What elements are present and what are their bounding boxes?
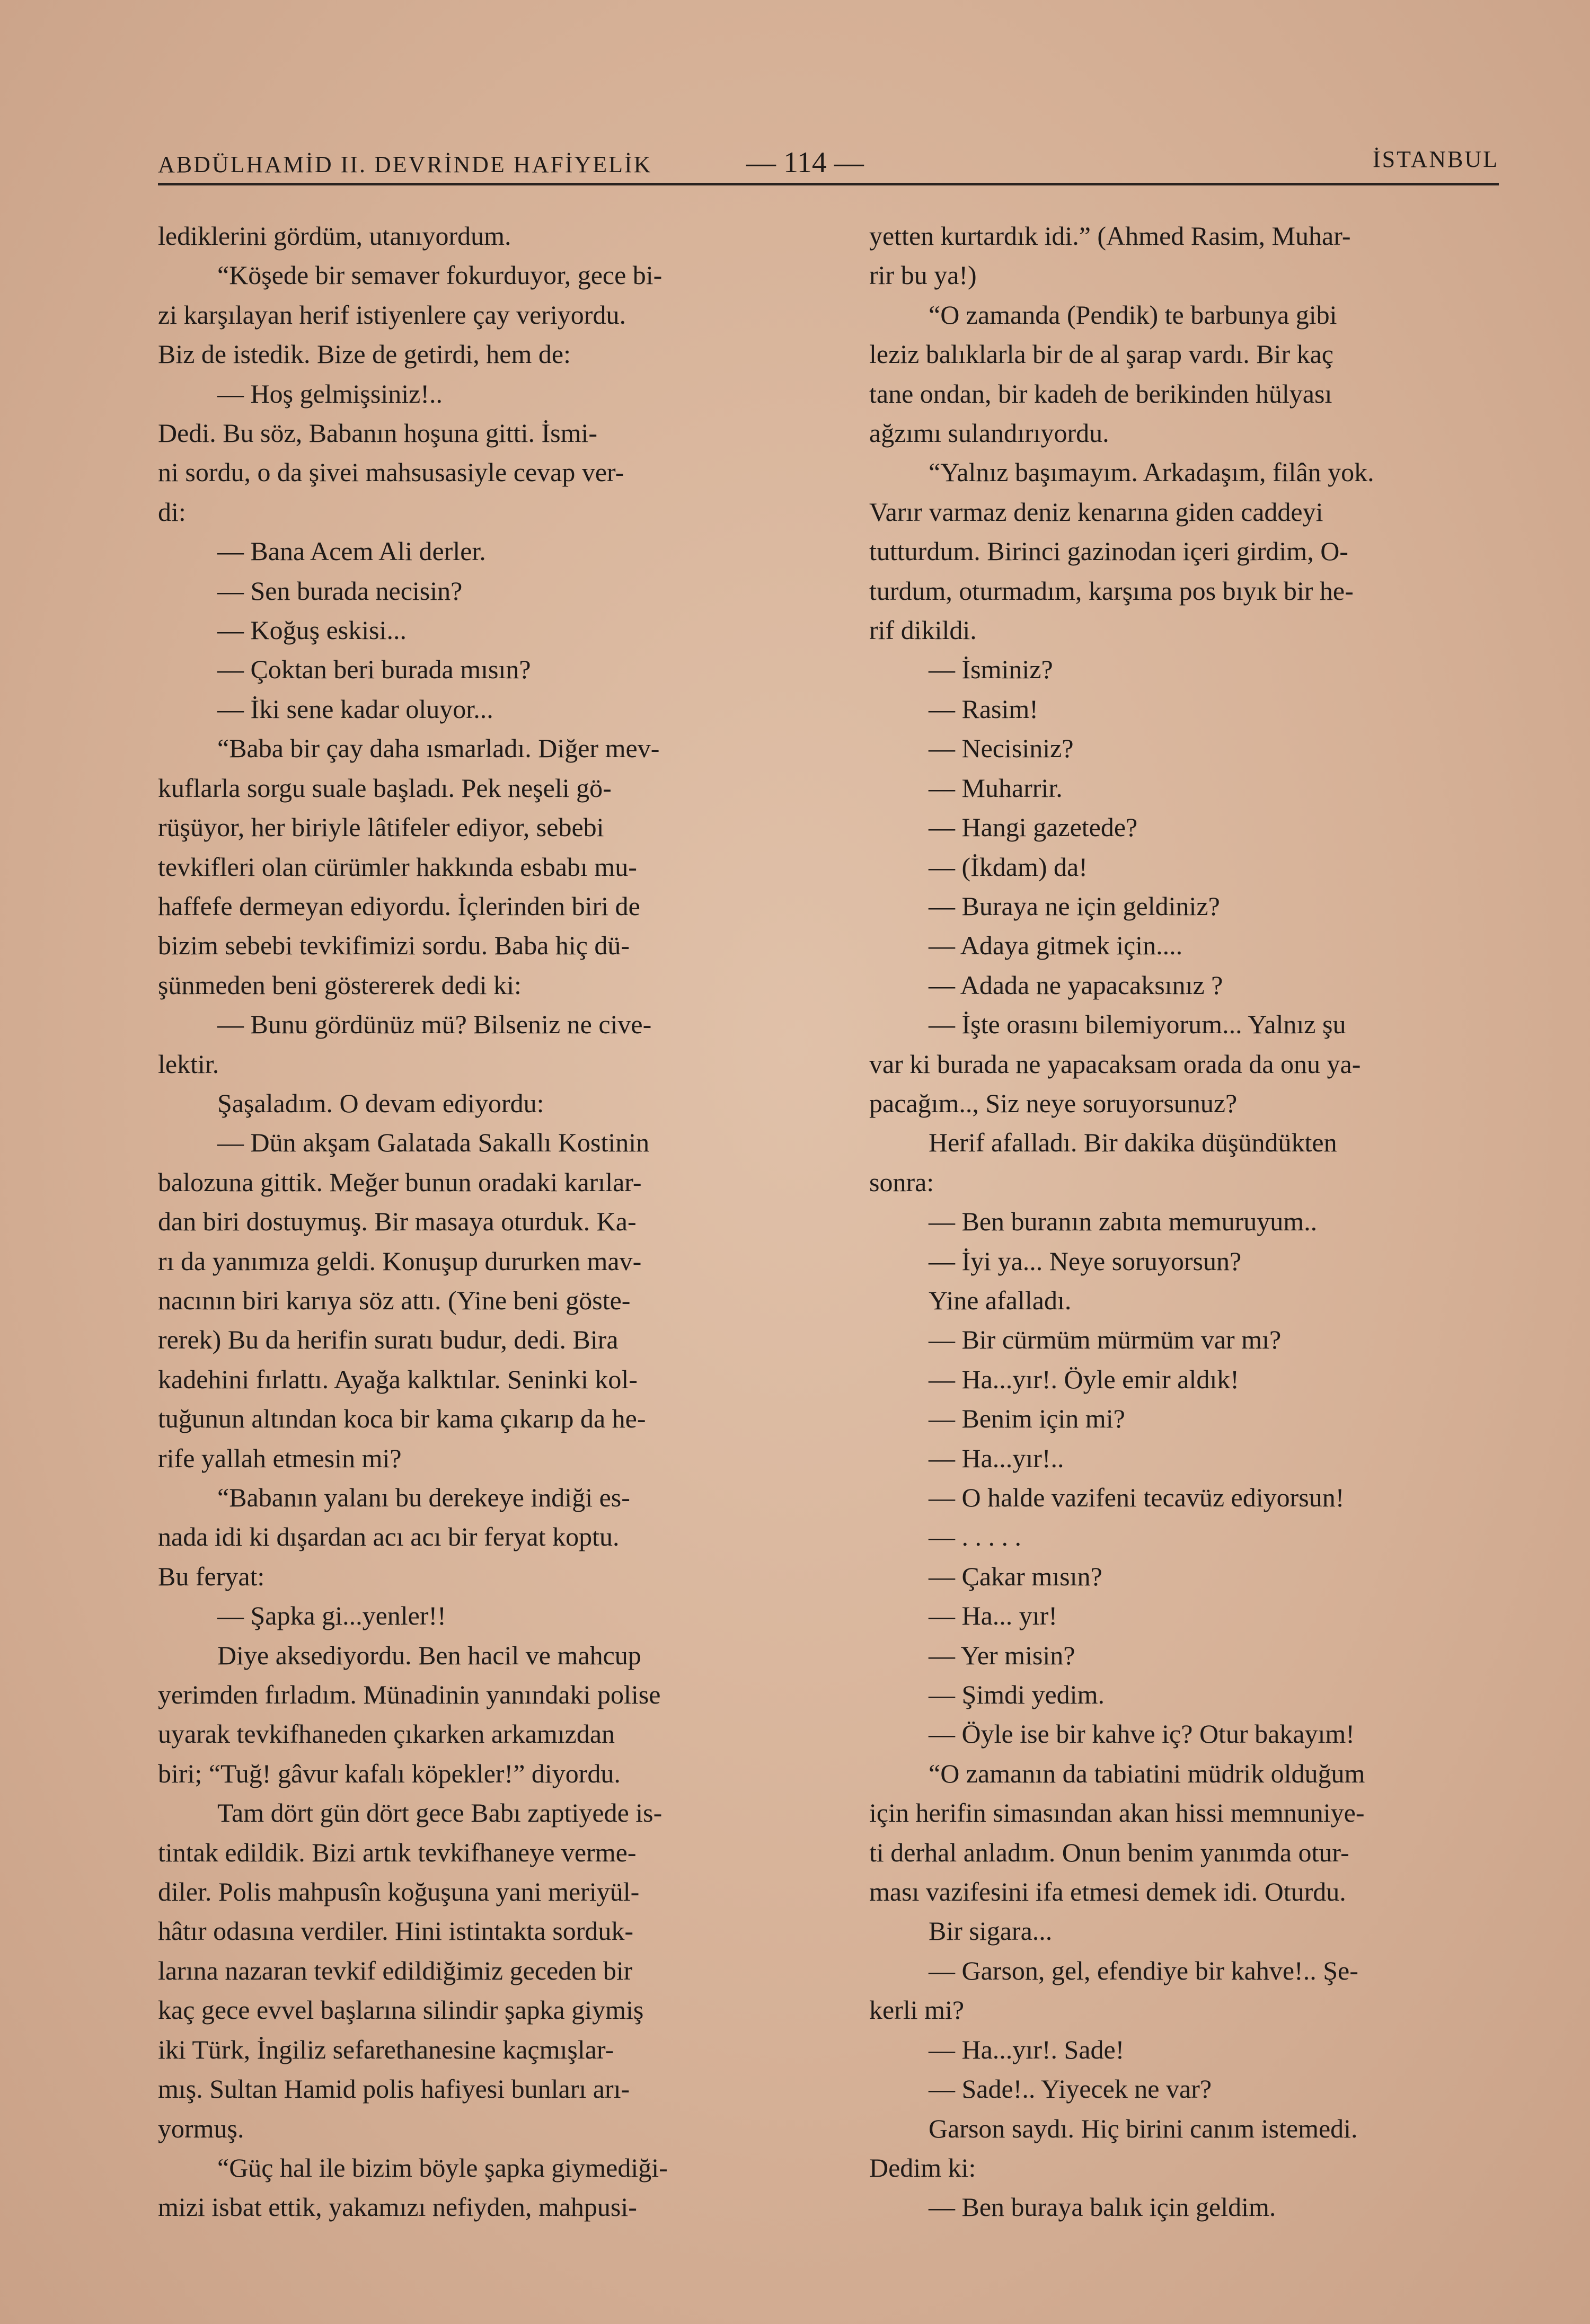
text-line: Dedim ki: — [869, 2152, 976, 2183]
text-line: biri; “Tuğ! gâvur kafalı köpekler!” diyordu. — [158, 1758, 621, 1788]
text-line: — Sade!.. Yiyecek ne var? — [929, 2074, 1212, 2104]
text-line: Tam dört gün dört gece Babı zaptiyede is- — [217, 1798, 662, 1828]
text-line: hâtır odasına verdiler. Hini istintakta sorduk- — [158, 1916, 634, 1946]
text-line: tuğunun altından koca bir kama çıkarıp da he- — [158, 1404, 646, 1434]
running-header — [158, 146, 1499, 183]
text-line: uyarak tevkifhaneden çıkarken arkamızdan — [158, 1719, 615, 1749]
left-text-column — [158, 216, 805, 2227]
text-line: — Bir cürmüm mürmüm var mı? — [929, 1325, 1282, 1355]
text-line: — Ha...yır!. Öyle emir aldık! — [929, 1364, 1239, 1394]
text-line: — Dün akşam Galatada Sakallı Kostinin — [217, 1128, 650, 1158]
text-line: “O zamanda (Pendik) te barbunya gibi — [929, 299, 1337, 330]
text-line: ması vazifesini ifa etmesi demek idi. Oturdu. — [869, 1877, 1346, 1907]
text-line: ti derhal anladım. Onun benim yanımda otur- — [869, 1837, 1349, 1867]
text-line: tintak edildik. Bizi artık tevkifhaneye verme- — [158, 1837, 637, 1867]
text-line: iki Türk, İngiliz sefarethanesine kaçmışlar- — [158, 2034, 614, 2064]
text-line: yetten kurtardık idi.” (Ahmed Rasim, Muhar- — [869, 221, 1351, 251]
header-book-title: ABDÜLHAMİD II. DEVRİNDE HAFİYELİK — [158, 152, 652, 178]
text-line: — Çoktan beri burada mısın? — [217, 654, 531, 685]
text-line: dan biri dostuymuş. Bir masaya oturduk. Ka- — [158, 1207, 637, 1237]
header-rule — [158, 183, 1499, 185]
text-line: mizi isbat ettik, yakamızı nefiyden, mahpusi- — [158, 2192, 637, 2222]
text-line: — Ha... yır! — [929, 1601, 1057, 1631]
text-line: Yine afalladı. — [929, 1285, 1072, 1315]
text-line: Herif afalladı. Bir dakika düşündükten — [929, 1128, 1337, 1158]
right-text-column — [869, 216, 1516, 2227]
text-line: — Adada ne yapacaksınız ? — [929, 970, 1223, 1000]
text-line: — Ben buraya balık için geldim. — [929, 2192, 1276, 2222]
text-line: — Ha...yır!.. — [929, 1443, 1064, 1473]
text-line: — İşte orasını bilemiyorum... Yalnız şu — [929, 1009, 1346, 1040]
text-line: ni sordu, o da şivei mahsusasiyle cevap ver- — [158, 457, 624, 487]
text-line: Dedi. Bu söz, Babanın hoşuna gitti. İsmi- — [158, 418, 598, 448]
text-line: için herifin simasından akan hissi memnuniye- — [869, 1798, 1365, 1828]
text-line: — İyi ya... Neye soruyorsun? — [929, 1246, 1242, 1276]
text-line: — Buraya ne için geldiniz? — [929, 891, 1220, 921]
text-line: — Hoş gelmişsiniz!.. — [217, 378, 443, 409]
text-line: — Sen burada necisin? — [217, 575, 463, 606]
text-line: “Güç hal ile bizim böyle şapka giymediği- — [217, 2152, 668, 2183]
text-line: balozuna gittik. Meğer bunun oradaki karılar- — [158, 1167, 642, 1197]
text-line: — Şapka gi...yenler!! — [217, 1601, 446, 1631]
page-number: — 114 — — [746, 146, 864, 179]
text-line: kadehini fırlattı. Ayağa kalktılar. Seninki kol- — [158, 1364, 638, 1394]
text-line: larına nazaran tevkif edildiğimiz geceden bir — [158, 1955, 633, 1985]
text-line: diler. Polis mahpusîn koğuşuna yani meriyül- — [158, 1877, 640, 1907]
text-line: yormuş. — [158, 2113, 244, 2143]
text-line: rir bu ya!) — [869, 260, 977, 290]
text-line: — (İkdam) da! — [929, 851, 1088, 882]
header-section-title: İSTANBUL — [1372, 146, 1499, 172]
text-line: zi karşılayan herif istiyenlere çay veriyordu. — [158, 299, 626, 330]
text-line: şünmeden beni göstererek dedi ki: — [158, 970, 522, 1000]
text-line: — Bana Acem Ali derler. — [217, 536, 486, 566]
text-line: tutturdum. Birinci gazinodan içeri girdim, O- — [869, 536, 1348, 566]
text-line: rerek) Bu da herifin suratı budur, dedi. Bira — [158, 1325, 619, 1355]
text-line: lediklerini gördüm, utanıyordum. — [158, 221, 511, 251]
text-line: mış. Sultan Hamid polis hafiyesi bunları arı- — [158, 2074, 630, 2104]
text-line: ağzımı sulandırıyordu. — [869, 418, 1109, 448]
text-line: kerli mi? — [869, 1995, 965, 2025]
text-line: rı da yanımıza geldi. Konuşup dururken mav- — [158, 1246, 642, 1276]
text-line: Garson saydı. Hiç birini canım istemedi. — [929, 2113, 1358, 2143]
text-line: Biz de istedik. Bize de getirdi, hem de: — [158, 339, 571, 369]
text-line: — Necisiniz? — [929, 733, 1074, 764]
text-line: “Baba bir çay daha ısmarladı. Diğer mev- — [217, 733, 660, 764]
text-line: Şaşaladım. O devam ediyordu: — [217, 1088, 544, 1118]
text-line: Diye aksediyordu. Ben hacil ve mahcup — [217, 1640, 641, 1670]
text-line: rüşüyor, her biriyle lâtifeler ediyor, sebebi — [158, 812, 604, 842]
text-line: — Garson, gel, efendiye bir kahve!.. Şe- — [929, 1955, 1358, 1985]
text-line: — Hangi gazetede? — [929, 812, 1138, 842]
text-line: — Öyle ise bir kahve iç? Otur bakayım! — [929, 1719, 1355, 1749]
text-line: — Ben buranın zabıta memuruyum.. — [929, 1207, 1318, 1237]
text-line: Bu feryat: — [158, 1561, 265, 1591]
text-line: tane ondan, bir kadeh de berikinden hülyası — [869, 378, 1332, 409]
text-line: di: — [158, 496, 186, 527]
text-line: sonra: — [869, 1167, 934, 1197]
text-line: — . . . . . — [929, 1522, 1021, 1552]
text-line: tevkifleri olan cürümler hakkında esbabı mu- — [158, 851, 637, 882]
text-line: nada idi ki dışardan acı acı bir feryat koptu. — [158, 1522, 620, 1552]
text-line: — Bunu gördünüz mü? Bilseniz ne cive- — [217, 1009, 652, 1040]
text-line: haffefe dermeyan ediyordu. İçlerinden biri de — [158, 891, 640, 921]
text-line: nacının biri karıya söz attı. (Yine beni göste- — [158, 1285, 631, 1315]
text-line: kuflarla sorgu suale başladı. Pek neşeli gö- — [158, 773, 612, 803]
text-line: lektir. — [158, 1049, 219, 1079]
text-line: pacağım.., Siz neye soruyorsunuz? — [869, 1088, 1238, 1118]
text-line: bizim sebebi tevkifimizi sordu. Baba hiç dü- — [158, 930, 630, 961]
text-line: — İsminiz? — [929, 654, 1053, 685]
text-line: “Köşede bir semaver fokurduyor, gece bi- — [217, 260, 662, 290]
text-line: “Babanın yalanı bu derekeye indiği es- — [217, 1483, 630, 1512]
text-line: kaç gece evvel başlarına silindir şapka giymiş — [158, 1995, 644, 2025]
text-line: Bir sigara... — [929, 1916, 1053, 1946]
text-line: — Yer misin? — [929, 1640, 1075, 1670]
text-line: — O halde vazifeni tecavüz ediyorsun! — [929, 1483, 1345, 1512]
text-line: — Koğuş eskisi... — [217, 615, 407, 645]
text-line: — İki sene kadar oluyor... — [217, 694, 493, 724]
text-line: var ki burada ne yapacaksam orada da onu ya- — [869, 1049, 1361, 1079]
text-line: — Çakar mısın? — [929, 1561, 1102, 1591]
text-line: — Şimdi yedim. — [929, 1680, 1105, 1710]
text-line: rif dikildi. — [869, 615, 977, 645]
text-line: — Rasim! — [929, 694, 1038, 724]
text-line: turdum, oturmadım, karşıma pos bıyık bir he- — [869, 575, 1354, 606]
text-line: Varır varmaz deniz kenarına giden caddeyi — [869, 496, 1323, 527]
text-line: — Benim için mi? — [929, 1404, 1125, 1434]
text-line: yerimden fırladım. Münadinin yanındaki polise — [158, 1680, 661, 1710]
text-line: rife yallah etmesin mi? — [158, 1443, 402, 1473]
text-line: leziz balıklarla bir de al şarap vardı. Bir kaç — [869, 339, 1333, 369]
text-line: — Muharrir. — [929, 773, 1063, 803]
text-line: — Ha...yır!. Sade! — [929, 2034, 1125, 2064]
text-line: “Yalnız başımayım. Arkadaşım, filân yok. — [929, 457, 1374, 487]
text-line: — Adaya gitmek için.... — [929, 930, 1183, 961]
text-line: “O zamanın da tabiatini müdrik olduğum — [929, 1758, 1365, 1788]
